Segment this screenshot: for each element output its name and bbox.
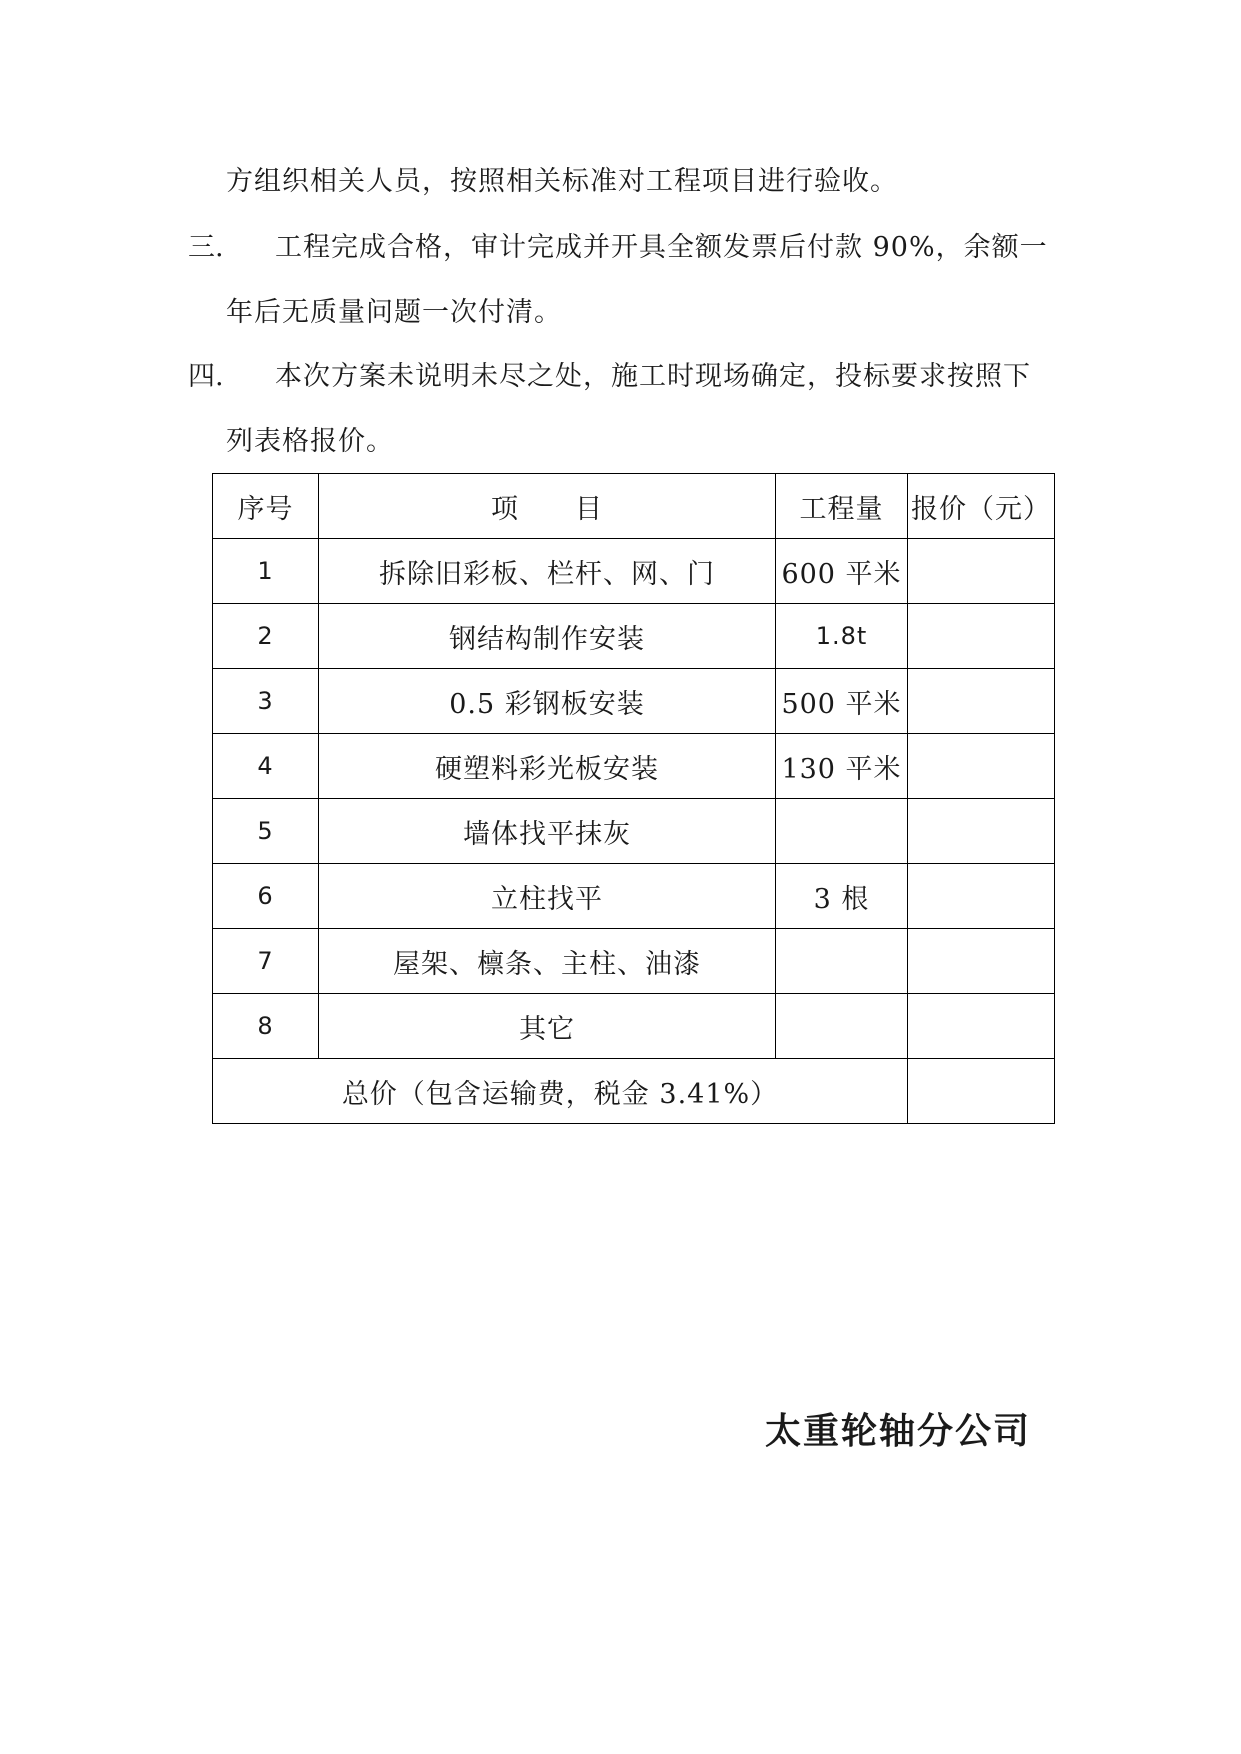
clause-3-line-2: 年后无质量问题一次付清。: [226, 297, 562, 328]
clause-4-line-1: 本次方案未说明未尽之处，施工时现场确定，投标要求按照下: [275, 361, 1031, 392]
row-item: 钢结构制作安装: [319, 604, 776, 669]
row-index: 6: [213, 864, 319, 929]
table-row: [213, 669, 1055, 734]
row-index: 1: [213, 539, 319, 604]
row-price: [908, 669, 1055, 734]
clause-3-line-1: 工程完成合格，审计完成并开具全额发票后付款 90%，余额一: [275, 232, 1048, 263]
total-label: 总价（包含运输费，税金 3.41%）: [213, 1059, 908, 1124]
row-quantity: [776, 799, 908, 864]
table-total-row: [213, 1059, 1055, 1124]
row-quantity: 130 平米: [776, 734, 908, 799]
row-item: 其它: [319, 994, 776, 1059]
table-row: [213, 734, 1055, 799]
header-index: 序号: [213, 474, 319, 539]
total-value: [908, 1059, 1055, 1124]
row-index: 2: [213, 604, 319, 669]
company-signature: 太重轮轴分公司: [765, 1411, 1032, 1452]
row-item: 0.5 彩钢板安装: [319, 669, 776, 734]
paragraph-continuation: 方组织相关人员，按照相关标准对工程项目进行验收。: [226, 166, 898, 197]
table-row: [213, 864, 1055, 929]
row-index: 4: [213, 734, 319, 799]
row-quantity: 1.8t: [776, 604, 908, 669]
row-index: 8: [213, 994, 319, 1059]
table-row: [213, 799, 1055, 864]
row-price: [908, 994, 1055, 1059]
row-item: 墙体找平抹灰: [319, 799, 776, 864]
row-price: [908, 799, 1055, 864]
row-price: [908, 929, 1055, 994]
row-item: 立柱找平: [319, 864, 776, 929]
table-row: [213, 929, 1055, 994]
table-header-row: [213, 474, 1055, 539]
row-price: [908, 734, 1055, 799]
row-quantity: [776, 994, 908, 1059]
table-row: [213, 539, 1055, 604]
row-price: [908, 604, 1055, 669]
clause-4-line-2: 列表格报价。: [226, 426, 394, 457]
row-price: [908, 539, 1055, 604]
row-item: 拆除旧彩板、栏杆、网、门: [319, 539, 776, 604]
row-quantity: 600 平米: [776, 539, 908, 604]
row-index: 7: [213, 929, 319, 994]
row-index: 3: [213, 669, 319, 734]
list-marker-3: 三.: [188, 232, 224, 263]
header-price: 报价（元）: [908, 474, 1055, 539]
row-quantity: [776, 929, 908, 994]
row-price: [908, 864, 1055, 929]
row-item: 屋架、檩条、主柱、油漆: [319, 929, 776, 994]
table-row: [213, 604, 1055, 669]
row-quantity: 500 平米: [776, 669, 908, 734]
header-quantity: 工程量: [776, 474, 908, 539]
row-index: 5: [213, 799, 319, 864]
row-item: 硬塑料彩光板安装: [319, 734, 776, 799]
row-quantity: 3 根: [776, 864, 908, 929]
table-row: [213, 994, 1055, 1059]
quote-table: [212, 473, 1055, 1124]
header-item: 项 目: [319, 474, 776, 539]
list-marker-4: 四.: [188, 361, 224, 392]
